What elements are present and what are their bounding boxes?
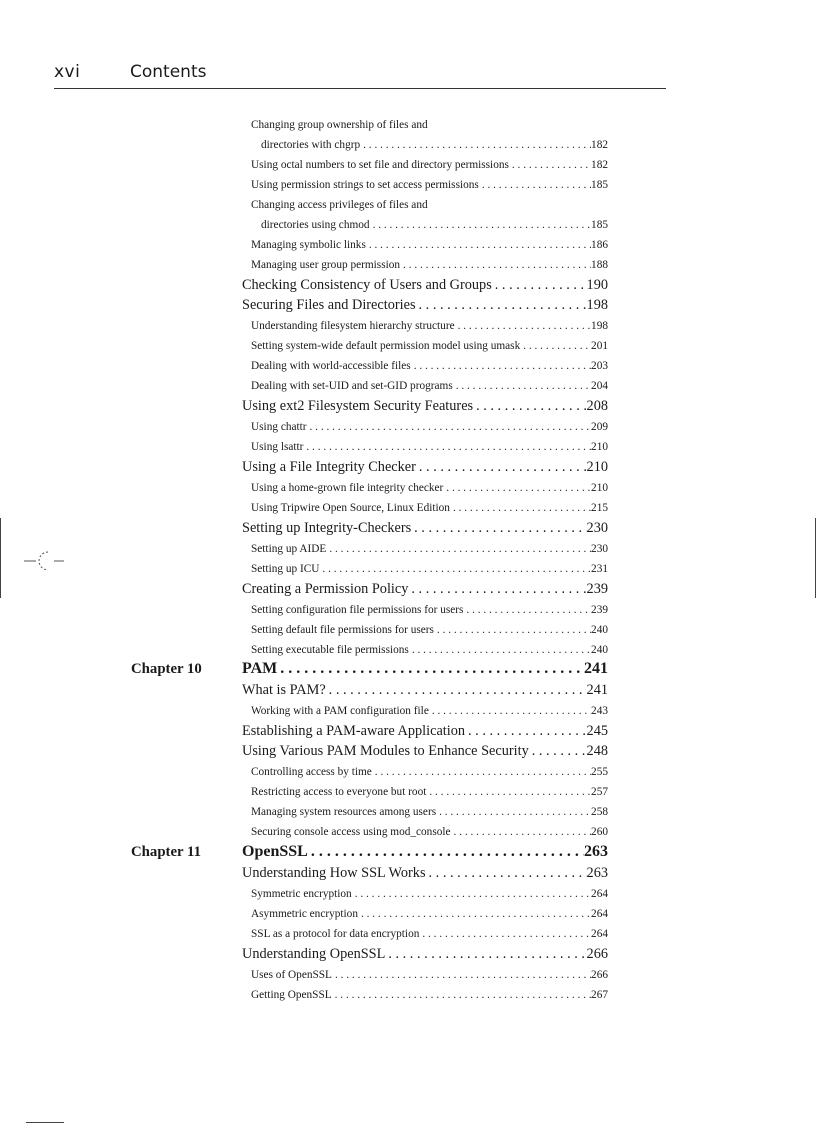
toc-entry[interactable]: Using lsattr . . . 210 — [251, 441, 608, 453]
toc-section[interactable]: Securing Files and Directories . . . 198 — [242, 297, 608, 314]
toc-entry[interactable]: Working with a PAM configuration file . . . 243 — [251, 705, 608, 717]
toc-entry[interactable]: Securing console access using mod_console . . . 260 — [251, 826, 608, 838]
toc-entry[interactable]: Restricting access to everyone but root . . . 257 — [251, 786, 608, 798]
running-header — [54, 62, 666, 89]
toc-entry[interactable]: Dealing with world-accessible files . . . 203 — [251, 360, 608, 372]
toc-entry[interactable]: Using a home-grown file integrity checker . . . 210 — [251, 482, 608, 494]
toc-entry[interactable]: Setting up ICU . . . 231 — [251, 563, 608, 575]
toc-entry[interactable]: Changing group ownership of files and — [251, 119, 428, 131]
crop-mark-left — [0, 518, 1, 598]
toc-section[interactable]: What is PAM? . . . 241 — [242, 682, 608, 699]
chapter-label: Chapter 10 — [131, 661, 202, 677]
toc-entry[interactable]: Changing access privileges of files and — [251, 199, 428, 211]
running-title: Contents — [130, 62, 207, 82]
toc-entry[interactable]: Understanding filesystem hierarchy structure . . . 198 — [251, 320, 608, 332]
toc-entry[interactable]: directories using chmod . . . 185 — [261, 219, 608, 231]
toc-entry[interactable]: SSL as a protocol for data encryption . . . 264 — [251, 928, 608, 940]
toc-section[interactable]: Using a File Integrity Checker . . . 210 — [242, 459, 608, 476]
toc-entry[interactable]: Managing user group permission . . . 188 — [251, 259, 608, 271]
toc-entry[interactable]: Managing system resources among users . . . 258 — [251, 806, 608, 818]
toc-entry[interactable]: Controlling access by time . . . 255 — [251, 766, 608, 778]
toc-entry[interactable]: Dealing with set-UID and set-GID programs . . . 204 — [251, 380, 608, 392]
toc-entry[interactable]: Setting configuration file permissions for users . . . 239 — [251, 604, 608, 616]
page-folio: xvi — [54, 62, 81, 82]
chapter-label: Chapter 11 — [131, 844, 202, 860]
toc-entry[interactable]: Setting executable file permissions . . . 240 — [251, 644, 608, 656]
toc-entry[interactable]: Setting system-wide default permission model using umask . . . 201 — [251, 340, 608, 352]
toc-section[interactable]: Creating a Permission Policy . . . 239 — [242, 581, 608, 598]
toc-entry[interactable]: Using permission strings to set access permissions . . . 185 — [251, 179, 608, 191]
toc-section[interactable]: Checking Consistency of Users and Groups . . . 190 — [242, 277, 608, 294]
toc-section[interactable]: Setting up Integrity-Checkers . . . 230 — [242, 520, 608, 537]
toc-entry[interactable]: Setting default file permissions for users . . . 240 — [251, 624, 608, 636]
registration-mark-icon — [22, 548, 66, 574]
toc-section[interactable]: Understanding How SSL Works . . . 263 — [242, 865, 608, 882]
toc-section[interactable]: Using ext2 Filesystem Security Features . . . 208 — [242, 398, 608, 415]
toc-entry[interactable]: Using chattr . . . 209 — [251, 421, 608, 433]
toc-entry[interactable]: directories with chgrp . . . 182 — [261, 139, 608, 151]
toc-chapter[interactable]: PAM . . . 241 — [242, 660, 608, 678]
toc-section[interactable]: Understanding OpenSSL . . . 266 — [242, 946, 608, 963]
toc-entry[interactable]: Using octal numbers to set file and directory permissions . . . 182 — [251, 159, 608, 171]
toc-entry[interactable]: Setting up AIDE . . . 230 — [251, 543, 608, 555]
toc-entry[interactable]: Managing symbolic links . . . 186 — [251, 239, 608, 251]
toc-entry[interactable]: Asymmetric encryption . . . 264 — [251, 908, 608, 920]
toc-entry[interactable]: Uses of OpenSSL . . . 266 — [251, 969, 608, 981]
toc-entry[interactable]: Symmetric encryption . . . 264 — [251, 888, 608, 900]
toc-section[interactable]: Using Various PAM Modules to Enhance Security . . . 248 — [242, 743, 608, 760]
toc-entry[interactable]: Using Tripwire Open Source, Linux Edition . . . 215 — [251, 502, 608, 514]
toc-section[interactable]: Establishing a PAM-aware Application . . . 245 — [242, 723, 608, 740]
toc-chapter[interactable]: OpenSSL . . . 263 — [242, 843, 608, 861]
toc-entry[interactable]: Getting OpenSSL . . . 267 — [251, 989, 608, 1001]
